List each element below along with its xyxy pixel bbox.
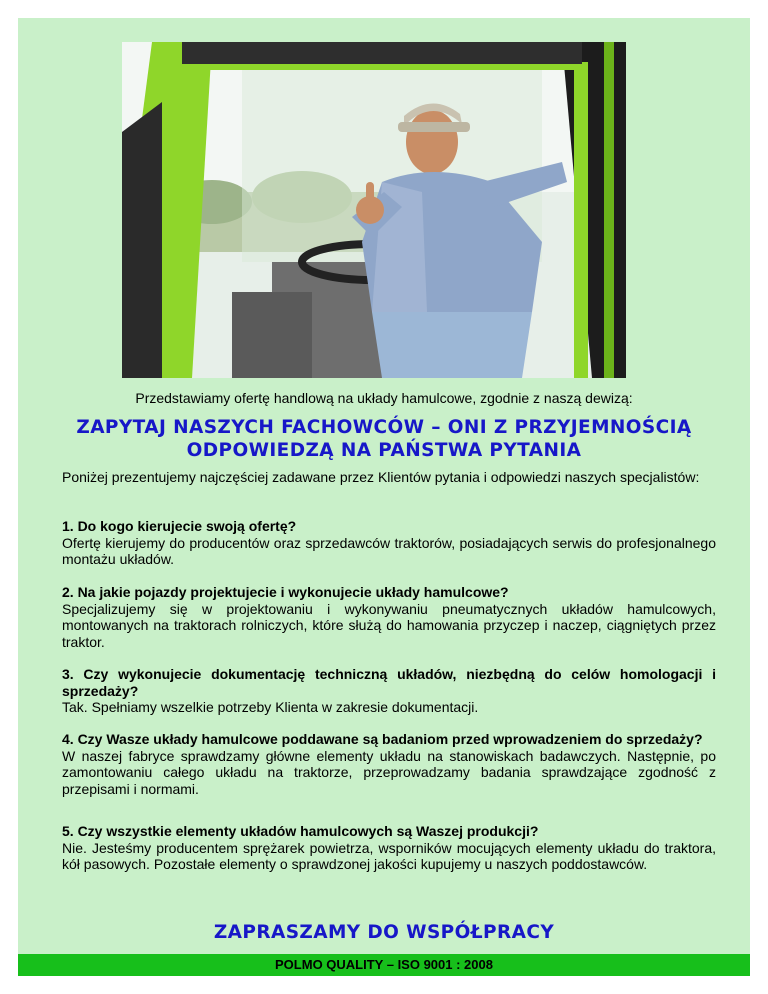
footer-bar bbox=[18, 954, 750, 976]
faq-answer: Tak. Spełniamy wszelkie potrzeby Klienta w zakresie dokumentacji. bbox=[62, 699, 479, 715]
intro-text: Przedstawiamy ofertę handlową na układy hamulcowe, zgodnie z naszą dewizą: bbox=[135, 390, 633, 406]
lead-text: Poniżej prezentujemy najczęściej zadawane przez Klientów pytania i odpowiedzi naszych specjalistów: bbox=[62, 469, 700, 485]
faq-question: 4. Czy Wasze układy hamulcowe poddawane są badaniom przed wprowadzeniem do sprzedaży? bbox=[62, 731, 703, 747]
faq-answer: Nie. Jesteśmy producentem sprężarek powietrza, wsporników mocujących elementy układu do traktora, kół pasowych. Pozostałe elementy o sprawdzonej jakości kupujemy u naszych poddostawców. bbox=[62, 839, 716, 872]
lead-paragraph bbox=[62, 469, 716, 486]
faq-question: 1. Do kogo kierujecie swoją ofertę? bbox=[62, 518, 297, 534]
faq-item bbox=[62, 731, 716, 797]
faq-item bbox=[62, 584, 716, 650]
hero-photo-farmer-in-tractor bbox=[122, 42, 626, 378]
headline: ZAPYTAJ NASZYCH FACHOWCÓW – ONI Z PRZYJEMNOŚCIĄ ODPOWIEDZĄ NA PAŃSTWA PYTANIA bbox=[76, 417, 692, 461]
faq-answer: Ofertę kierujemy do producentów oraz sprzedawców traktorów, posiadających serwis do profesjonalnego montażu układów. bbox=[62, 534, 716, 567]
footer-text: POLMO QUALITY – ISO 9001 : 2008 bbox=[275, 957, 493, 972]
faq-item bbox=[62, 518, 716, 568]
cta-heading: ZAPRASZAMY DO WSPÓŁPRACY bbox=[213, 922, 555, 943]
hero-illustration bbox=[122, 42, 626, 378]
faq-question: 3. Czy wykonujecie dokumentację techniczną układów, niezbędną do celów homologacji i sprzedaży? bbox=[62, 666, 716, 699]
faq-item bbox=[62, 666, 716, 716]
faq-item bbox=[62, 823, 716, 873]
faq-answer: W naszej fabryce sprawdzamy główne elementy układu na stanowiskach badawczych. Następnie, po zamontowaniu całego układu na traktorze, przeprowadzamy badania sprawdzające zgodność z przepisami i normami. bbox=[62, 747, 716, 797]
faq-question: 2. Na jakie pojazdy projektujecie i wykonujecie układy hamulcowe? bbox=[62, 584, 509, 600]
faq-question: 5. Czy wszystkie elementy układów hamulcowych są Waszej produkcji? bbox=[62, 823, 539, 839]
flyer-page bbox=[18, 18, 750, 976]
faq-answer: Specjalizujemy się w projektowaniu i wykonywaniu pneumatycznych układów hamulcowych, montowanych na traktorach rolniczych, które służą do hamowania przyczep i naczep, ciągniętych przez traktor. bbox=[62, 600, 716, 650]
